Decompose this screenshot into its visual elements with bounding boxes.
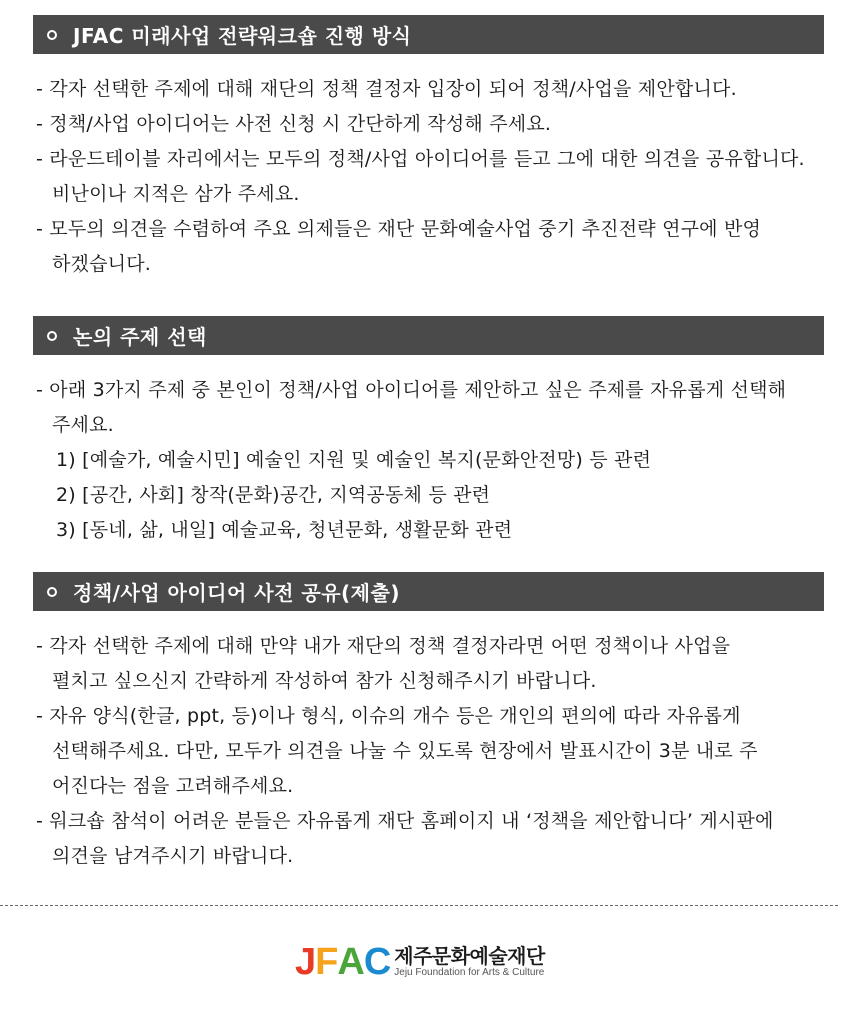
section-title: JFAC 미래사업 전략워크숍 진행 방식	[73, 24, 412, 48]
section-header-idea-sharing	[33, 572, 824, 611]
section-title: 논의 주제 선택	[73, 325, 207, 349]
topic-item: 2) [공간, 사회] 창작(문화)공간, 지역공동체 등 관련	[56, 484, 491, 506]
topic-item: 1) [예술가, 예술시민] 예술인 지원 및 예술인 복지(문화안전망) 등 관련	[56, 449, 652, 471]
text-line: 하겠습니다.	[52, 253, 152, 275]
section-title: 정책/사업 아이디어 사전 공유(제출)	[73, 581, 400, 605]
section-header-topic-selection	[33, 316, 824, 355]
topic-item: 3) [동네, 삶, 내일] 예술교육, 청년문화, 생활문화 관련	[56, 519, 513, 541]
logo-name-korean: 제주문화예술재단	[394, 944, 545, 968]
text-line: - 워크숍 참석이 어려운 분들은 자유롭게 재단 홈페이지 내 ‘정책을 제안합니다’ 게시판에	[36, 810, 774, 832]
text-line: - 각자 선택한 주제에 대해 만약 내가 재단의 정책 결정자라면 어떤 정책이나 사업을	[36, 635, 731, 657]
text-line: - 라운드테이블 자리에서는 모두의 정책/사업 아이디어를 듣고 그에 대한 의견을 공유합니다.	[36, 148, 805, 170]
jfac-logo-mark	[295, 943, 390, 981]
text-line: 어진다는 점을 고려해주세요.	[52, 775, 294, 797]
text-line: - 각자 선택한 주제에 대해 재단의 정책 결정자 입장이 되어 정책/사업을 제안합니다.	[36, 78, 737, 100]
logo-name-english: Jeju Foundation for Arts & Culture	[394, 967, 545, 978]
text-line: - 아래 3가지 주제 중 본인이 정책/사업 아이디어를 제안하고 싶은 주제를 자유롭게 선택해	[36, 379, 787, 401]
text-line: 주세요.	[52, 414, 114, 436]
circle-bullet-icon	[47, 30, 57, 40]
text-line: 비난이나 지적은 삼가 주세요.	[52, 183, 300, 205]
text-line: 의견을 남겨주시기 바랍니다.	[52, 845, 294, 867]
text-line: 펼치고 싶으신지 간략하게 작성하여 참가 신청해주시기 바랍니다.	[52, 670, 597, 692]
section-header-workshop-method	[33, 15, 824, 54]
text-line: 선택해주세요. 다만, 모두가 의견을 나눌 수 있도록 현장에서 발표시간이 3분 내로 주	[52, 740, 758, 762]
logo-letter: F	[315, 941, 338, 983]
logo-letter: J	[295, 941, 316, 983]
circle-bullet-icon	[47, 331, 57, 341]
logo-letter: C	[363, 941, 391, 983]
text-line: - 모두의 의견을 수렴하여 주요 의제들은 재단 문화예술사업 중기 추진전략 연구에 반영	[36, 218, 762, 240]
jfac-logo	[295, 942, 545, 982]
dashed-divider	[0, 905, 838, 906]
logo-letter: A	[337, 941, 364, 983]
text-line: - 자유 양식(한글, ppt, 등)이나 형식, 이슈의 개수 등은 개인의 편의에 따라 자유롭게	[36, 705, 741, 727]
text-line: - 정책/사업 아이디어는 사전 신청 시 간단하게 작성해 주세요.	[36, 113, 552, 135]
circle-bullet-icon	[47, 587, 57, 597]
